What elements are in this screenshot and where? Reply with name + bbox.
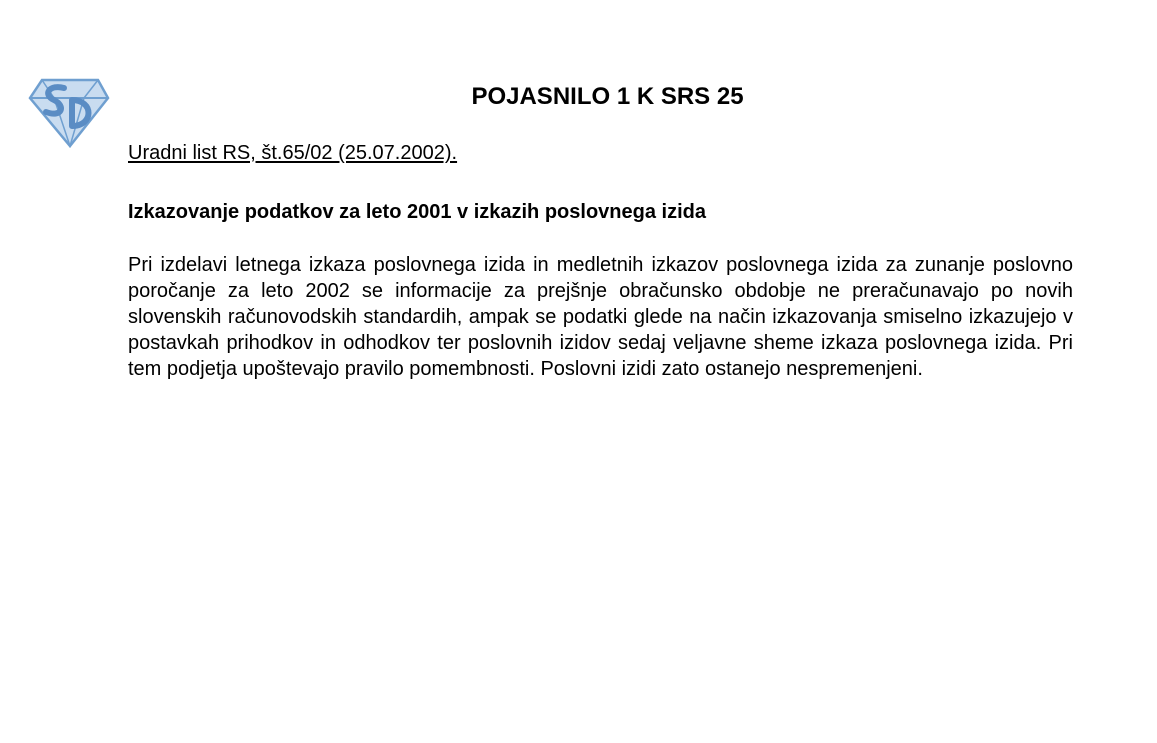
body-paragraph: Pri izdelavi letnega izkaza poslovnega izida in medletnih izkazov poslovnega izida za zunanje poslovno poročanje za leto 2002 se informacije za prejšnje obračunsko obdobje ne preračunavajo po novih slovenskih računovodskih standardih, ampak se podatki glede na način izkazovanja smiselno izkazujejo v postavkah prihodkov in odhodkov ter poslovnih izidov sedaj veljavne sheme izkaza poslovnega izida. Pri tem podjetja upoštevajo pravilo pomembnosti. Poslovni izidi zato ostanejo nespremenjeni. [128,254,1073,380]
section-heading: Izkazovanje podatkov za leto 2001 v izkazih poslovnega izida [128,201,706,223]
document-title: POJASNILO 1 K SRS 25 [471,83,744,110]
source-reference: Uradni list RS, št.65/02 (25.07.2002). [128,142,458,164]
